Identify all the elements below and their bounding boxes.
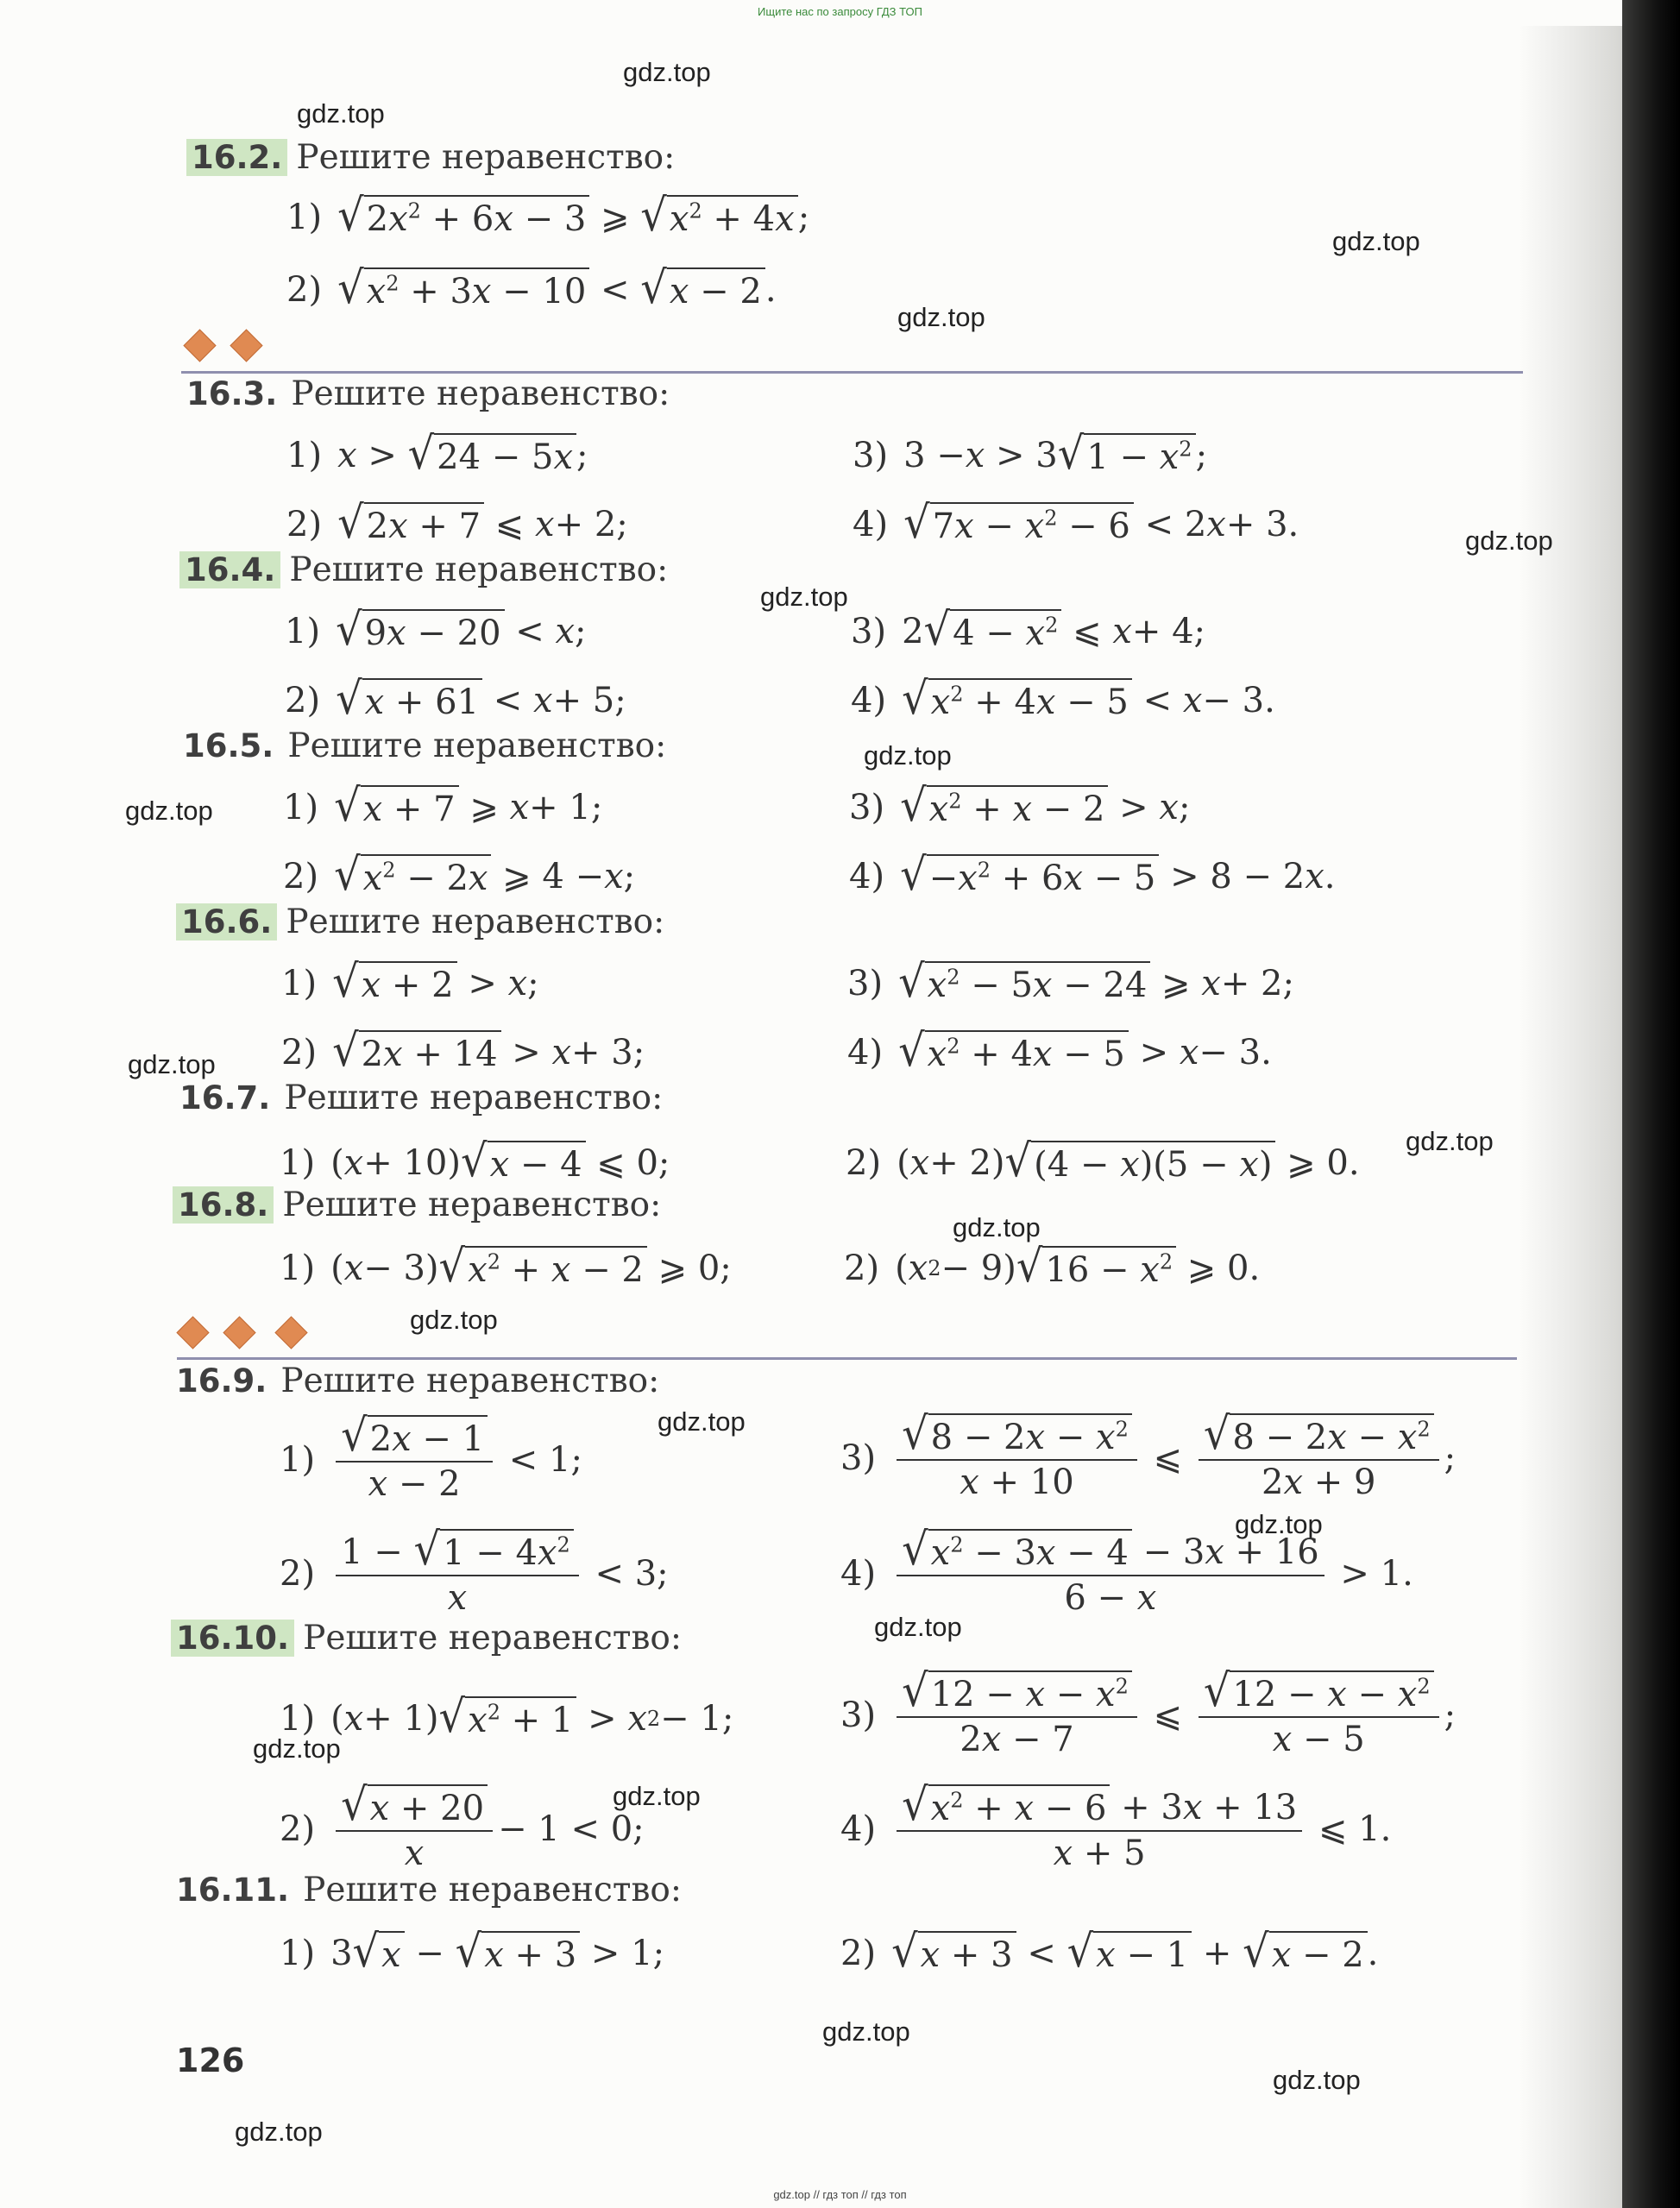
problem-item: 2) √ 2x + 7 ⩽ x + 2; (286, 496, 628, 550)
difficulty-diamond-icon (274, 1316, 307, 1349)
watermark: gdz.top (1332, 226, 1420, 256)
item-label: 4) (840, 1553, 877, 1594)
item-label: 4) (840, 1809, 877, 1849)
item-label: 3) (840, 1437, 877, 1478)
watermark: gdz.top (658, 1406, 746, 1437)
problem-header (183, 727, 666, 765)
problem-title: Решите неравенство: (286, 903, 665, 941)
problem-title: Решите неравенство: (287, 727, 667, 765)
item-label: 2) (846, 1142, 882, 1183)
problem-item: 2) ( x 2 − 9) √ $16 - x^2$ ⩾ 0. (844, 1240, 1261, 1293)
problem-title: Решите неравенство: (303, 1871, 683, 1909)
item-label: 2) (283, 856, 319, 896)
watermark: gdz.top (297, 98, 385, 129)
item-label: 2) (844, 1248, 880, 1288)
problem-item: 4) √ $7x - x^2 - 6$ < 2 x + 3. (853, 496, 1299, 550)
item-label: 4) (851, 680, 887, 720)
item-label: 1) (280, 1248, 316, 1288)
problem-item: 2) √ x + 3 < √ x − 1 + √ x − 2 . (840, 1925, 1379, 1978)
problem-item: 2) ( x + 2) √ (4 − x)(5 − x) ⩾ 0. (846, 1135, 1360, 1188)
problem-number: 16.6. (176, 903, 277, 940)
item-label: 4) (849, 856, 885, 896)
page-number: 126 (176, 2041, 245, 2079)
book-edge (1622, 0, 1680, 2208)
problem-item: 1) √ 2x − 1 x − 2 < 1; (280, 1409, 582, 1504)
difficulty-diamond-icon (183, 329, 216, 362)
item-label: 2) (280, 1809, 316, 1849)
item-label: 3) (849, 787, 885, 827)
item-label: 1) (280, 1142, 316, 1183)
problem-item: 2) 1 − √ $1 - 4x^2$ x < 3; (280, 1523, 669, 1618)
difficulty-diamond-icon (176, 1316, 209, 1349)
watermark: gdz.top (128, 1049, 216, 1079)
watermark: gdz.top (125, 796, 213, 826)
top-search-note: Ищите нас по запросу ГДЗ ТОП (758, 5, 922, 18)
problem-item: 1) √ x + 7 ⩾ x + 1; (283, 779, 603, 833)
watermark: gdz.top (235, 2117, 323, 2147)
problem-header (176, 1362, 659, 1400)
problem-number: 16.8. (173, 1186, 274, 1224)
problem-item: 4) √ $x^2 - 3x - 4$ − 3x + 16 6 − x > 1. (840, 1523, 1413, 1618)
watermark: gdz.top (623, 57, 711, 87)
item-label: 1) (283, 787, 319, 827)
problem-header (186, 374, 670, 413)
item-label: 3) (847, 963, 884, 1003)
item-label: 3) (840, 1695, 877, 1735)
item-label: 2) (280, 1553, 316, 1594)
problem-item: 2) √ x + 61 < x + 5; (285, 672, 626, 726)
problem-header (185, 550, 668, 589)
item-label: 2) (286, 269, 323, 310)
problem-title: Решите неравенство: (280, 1362, 660, 1400)
problem-item: 1) √ x + 2 > x ; (281, 955, 539, 1009)
problem-item: 1) x > √ 24 − 5x ; (286, 427, 588, 481)
problem-item: 4) √ $x^2 + 4x - 5$ > x − 3. (847, 1024, 1272, 1078)
problem-number: 16.9. (176, 1362, 267, 1400)
watermark: gdz.top (1406, 1126, 1494, 1156)
problem-item: 2) √ 2x + 14 > x + 3; (281, 1024, 645, 1078)
problem-item: 1) √ $2x^2 + 6x - 3$ ⩾ √ $x^2 + 4x$ ; (286, 189, 810, 242)
item-label: 4) (853, 504, 889, 544)
item-label: 1) (281, 963, 318, 1003)
watermark: gdz.top (613, 1781, 701, 1811)
problem-item: 2) √ x + 20 x − 1 < 0; (280, 1778, 645, 1873)
problem-number: 16.7. (179, 1079, 271, 1117)
problem-item: 3) √ $12 - x - x^2$ 2x − 7 ⩽ √ $12 - x - x^2$ x − 5 ; (840, 1664, 1457, 1759)
problem-number: 16.4. (179, 551, 280, 588)
problem-item: 1) ( x + 10) √ x − 4 ⩽ 0; (280, 1135, 670, 1188)
problem-header (192, 138, 675, 177)
item-label: 3) (851, 611, 887, 651)
section-divider (181, 371, 1523, 374)
problem-number: 16.5. (183, 727, 274, 764)
problem-title: Решите неравенство: (282, 1186, 662, 1224)
problem-number: 16.10. (171, 1620, 294, 1657)
watermark: gdz.top (1273, 2065, 1361, 2095)
item-label: 2) (840, 1933, 877, 1973)
watermark: gdz.top (1465, 525, 1553, 556)
problem-item: 4) √ $x^2 + 4x - 5$ < x − 3. (851, 672, 1275, 726)
problem-item: 2) √ $x^2 + 3x - 10$ < √ x − 2 . (286, 261, 777, 315)
problem-header (176, 1871, 682, 1909)
problem-item: 3) √ $8 - 2x - x^2$ x + 10 ⩽ √ $8 - 2x - x^2$ 2x + 9 ; (840, 1407, 1457, 1502)
watermark: gdz.top (410, 1305, 498, 1335)
watermark: gdz.top (1235, 1509, 1323, 1539)
problem-number: 16.3. (186, 375, 278, 412)
problem-title: Решите неравенство: (296, 138, 676, 177)
problem-title: Решите неравенство: (291, 374, 670, 413)
watermark: gdz.top (874, 1612, 962, 1642)
problem-item: 1) ( x + 1) √ $x^2 + 1$ > x 2 − 1; (280, 1690, 734, 1744)
problem-title: Решите неравенство: (303, 1619, 683, 1658)
watermark: gdz.top (864, 740, 952, 771)
problem-title: Решите неравенство: (289, 550, 669, 589)
problem-header (181, 903, 664, 941)
item-label: 2) (286, 504, 323, 544)
watermark: gdz.top (760, 582, 848, 612)
watermark: gdz.top (253, 1733, 341, 1764)
item-label: 1) (280, 1933, 316, 1973)
bottom-note: gdz.top // гдз топ // гдз топ (773, 2188, 907, 2201)
difficulty-diamond-icon (230, 329, 262, 362)
watermark: gdz.top (953, 1212, 1041, 1242)
section-divider (177, 1357, 1517, 1360)
problem-item: 1) 3 √ x − √ x + 3 > 1; (280, 1925, 665, 1978)
problem-header (178, 1186, 661, 1224)
item-label: 1) (286, 197, 323, 237)
item-label: 2) (281, 1032, 318, 1073)
item-label: 1) (285, 611, 321, 651)
problem-item: 3) √ $x^2 + x - 2$ > x ; (849, 779, 1191, 833)
item-label: 1) (286, 435, 323, 475)
problem-item: 3) √ $x^2 - 5x - 24$ ⩾ x + 2; (847, 955, 1294, 1009)
item-label: 1) (280, 1439, 316, 1480)
problem-number: 16.2. (186, 139, 287, 176)
problem-header (179, 1079, 663, 1117)
watermark: gdz.top (897, 302, 985, 332)
problem-item: 2) √ $x^2 - 2x$ ⩾ 4 − x ; (283, 848, 636, 902)
problem-item: 1) √ 9x − 20 < x ; (285, 603, 587, 657)
problem-title: Решите неравенство: (284, 1079, 664, 1117)
problem-item: 3) 2 √ $4 - x^2$ ⩽ x + 4; (851, 603, 1206, 657)
problem-item: 4) √ $x^2 + x - 6$ + 3x + 13 x + 5 ⩽ 1. (840, 1778, 1392, 1873)
problem-header (176, 1619, 682, 1658)
problem-item: 4) √ $-x^2 + 6x - 5$ > 8 − 2 x . (849, 848, 1336, 902)
problem-item: 1) ( x − 3) √ $x^2 + x - 2$ ⩾ 0; (280, 1240, 732, 1293)
watermark: gdz.top (822, 2016, 910, 2047)
item-label: 2) (285, 680, 321, 720)
item-label: 1) (280, 1698, 316, 1739)
problem-item: 3) 3 − x > 3 √ $1 - x^2$ ; (853, 427, 1208, 481)
item-label: 3) (853, 435, 889, 475)
difficulty-diamond-icon (223, 1316, 255, 1349)
item-label: 4) (847, 1032, 884, 1073)
problem-number: 16.11. (176, 1871, 290, 1909)
